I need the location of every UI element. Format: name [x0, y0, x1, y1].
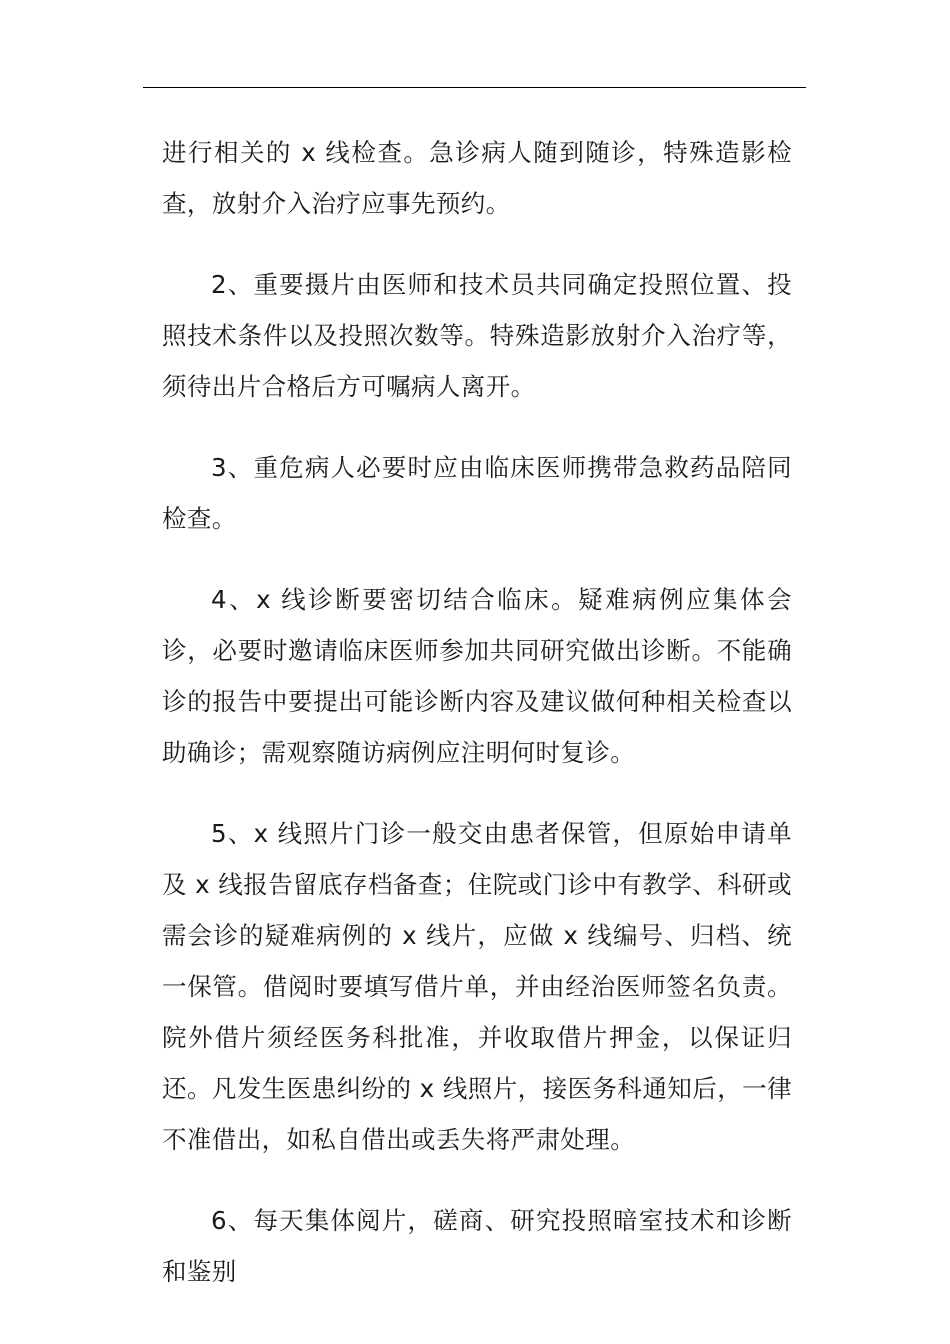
paragraph-item-2: 2、重要摄片由医师和技术员共同确定投照位置、投照技术条件以及投照次数等。特殊造影放射介入治疗等，须待出片合格后方可嘱病人离开。 [162, 270, 792, 401]
paragraph-continuation: 进行相关的 x 线检查。急诊病人随到随诊，特殊造影检查，放射介入治疗应事先预约。 [162, 138, 792, 218]
paragraph-item-3: 3、重危病人必要时应由临床医师携带急救药品陪同检查。 [162, 453, 792, 533]
paragraph-item-4: 4、x 线诊断要密切结合临床。疑难病例应集体会诊，必要时邀请临床医师参加共同研究做出诊断。不能确诊的报告中要提出可能诊断内容及建议做何种相关检查以助确诊；需观察随访病例应注明何时复诊。 [162, 585, 792, 767]
document-body [162, 127, 792, 1327]
header-rule [143, 87, 806, 88]
paragraph-item-5: 5、x 线照片门诊一般交由患者保管，但原始申请单及 x 线报告留底存档备查；住院或门诊中有教学、科研或需会诊的疑难病例的 x 线片，应做 x 线编号、归档、统一保管。借阅时要填写借片单，并由经治医师签名负责。院外借片须经医务科批准，并收取借片押金，以保证归还。凡发生医患纠纷的 x 线照片，接医务科通知后，一律不准借出，如私自借出或丢失将严肃处理。 [162, 819, 792, 1154]
paragraph-item-6: 6、每天集体阅片，磋商、研究投照暗室技术和诊断和鉴别 [162, 1206, 792, 1286]
